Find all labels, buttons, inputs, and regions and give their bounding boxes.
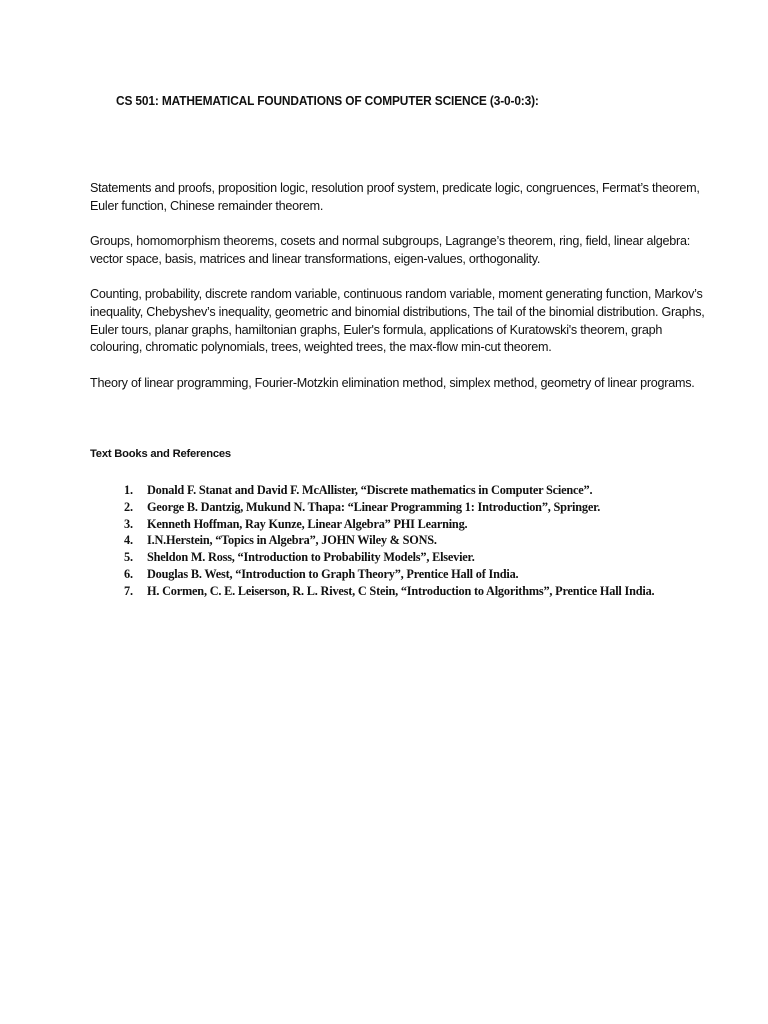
reference-item [124, 516, 694, 533]
reference-text: George B. Dantzig, Mukund N. Thapa: “Linear Programming 1: Introduction”, Springer. [147, 499, 601, 514]
reference-item [124, 566, 694, 583]
reference-number: 1. [124, 483, 133, 497]
reference-text: Douglas B. West, “Introduction to Graph Theory”, Prentice Hall of India. [147, 566, 519, 581]
reference-item [124, 532, 694, 549]
syllabus-paragraph-algebra: Groups, homomorphism theorems, cosets and normal subgroups, Lagrange’s theorem, ring, field, linear algebra: vector space, basis, matrices and linear transformations, eigen-values, orthogonality. [90, 234, 690, 266]
reference-number: 5. [124, 550, 133, 565]
syllabus-paragraph-probability-graphs: Counting, probability, discrete random variable, continuous random variable, moment generating function, Markov’s inequality, Chebyshev’s inequality, geometric and binomial distributions, The tail of the binomial distribution. Graphs, Euler tours, planar graphs, hamiltonian graphs, Euler's formula, applications of Kuratowski's theorem, graph colouring, chromatic polynomials, trees, weighted trees, the max-flow min-cut theorem. [90, 287, 705, 355]
reference-number: 6. [124, 566, 133, 581]
reference-item [124, 482, 694, 499]
course-title: CS 501: MATHEMATICAL FOUNDATIONS OF COMPUTER SCIENCE (3-0-0:3): [116, 93, 539, 108]
reference-text: H. Cormen, C. E. Leiserson, R. L. Rivest, C Stein, “Introduction to Algorithms”, Prentice Hall India. [147, 583, 655, 598]
syllabus-paragraph-linear-programming: Theory of linear programming, Fourier-Motzkin elimination method, simplex method, geometry of linear programs. [90, 375, 695, 390]
reference-item [124, 499, 694, 516]
reference-number: 7. [124, 583, 133, 598]
reference-text: Donald F. Stanat and David F. McAllister, “Discrete mathematics in Computer Science”. [147, 483, 593, 497]
reference-number: 4. [124, 533, 133, 548]
reference-item [124, 583, 694, 600]
references-heading: Text Books and References [90, 448, 231, 460]
reference-text: Kenneth Hoffman, Ray Kunze, Linear Algebra” PHI Learning. [147, 516, 468, 531]
reference-item [124, 549, 694, 566]
reference-number: 2. [124, 499, 133, 514]
reference-text: I.N.Herstein, “Topics in Algebra”, JOHN Wiley & SONS. [147, 533, 437, 548]
reference-number: 3. [124, 516, 133, 531]
syllabus-paragraph-logic: Statements and proofs, proposition logic, resolution proof system, predicate logic, congruences, Fermat’s theorem, Euler function, Chinese remainder theorem. [90, 181, 700, 213]
references-list [124, 482, 694, 600]
reference-text: Sheldon M. Ross, “Introduction to Probability Models”, Elsevier. [147, 550, 475, 565]
syllabus-body [90, 180, 710, 410]
